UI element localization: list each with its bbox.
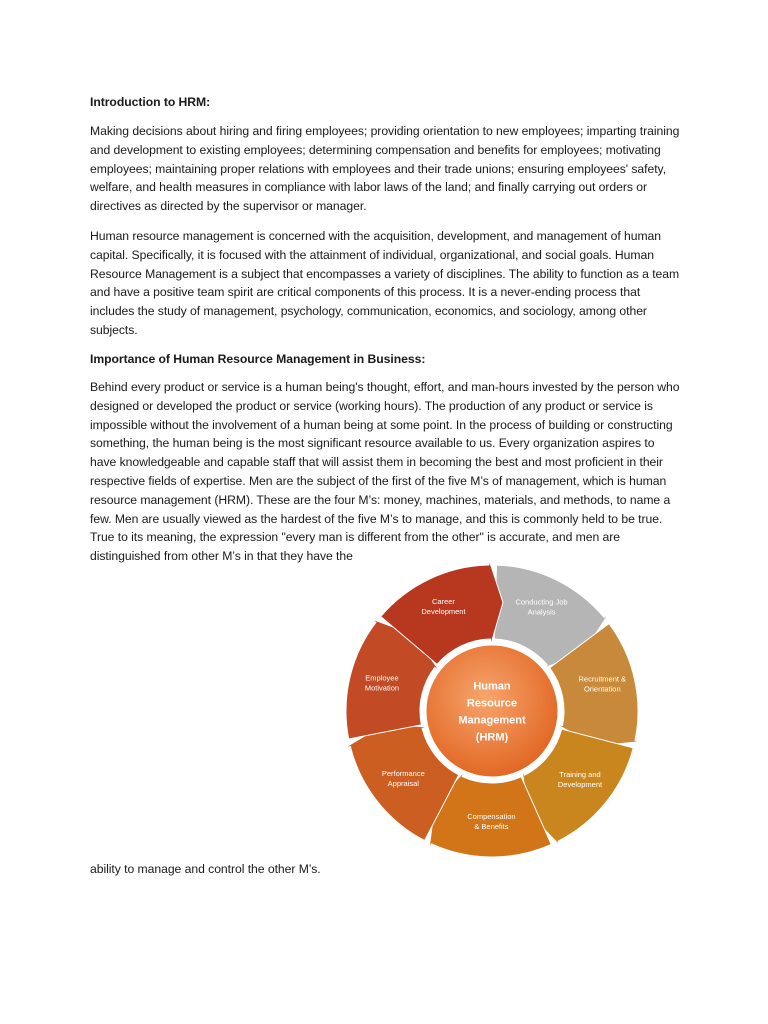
diagram-segment-label: Performance Appraisal (381, 769, 425, 789)
diagram-segment-label: Compensation & Benefits (467, 811, 516, 831)
diagram-center-line: Resource (466, 697, 518, 710)
heading-introduction: Introduction to HRM: (90, 95, 211, 109)
hrm-cycle-diagram (334, 563, 650, 859)
diagram-segment-label: Conducting Job Analysis (515, 597, 568, 617)
diagram-segment-label: Training and Development (557, 769, 603, 789)
diagram-center-line: Management (458, 714, 526, 727)
diagram-segment-label: Employee Motivation (364, 673, 400, 693)
paragraph-intro-definition: Human resource management is concerned with the acquisition, development, and management of human capital. Specifically, it is focused with the attainment of individual, organizational, and social goals. Human Resource Management is a subject that encompasses a variety of disciplines. The ability to function as a team and have a positive team spirit are critical components of this process. It is a never-ending process that includes the study of management, psychology, communication, economics, and sociology, among other subjects. (90, 229, 680, 337)
paragraph-importance-continued: ability to manage and control the other M’s. (90, 862, 321, 876)
paragraph-intro-duties: Making decisions about hiring and firing employees; providing orientation to new employees; imparting training and development to existing employees; determining compensation and benefits for employees; motivating employees; maintaining proper relations with employees and their trade unions; ensuring employees' safety, welfare, and health measures in compliance with labor laws of the land; and finally carrying out orders or directives as directed by the supervisor or manager. (90, 124, 680, 214)
diagram-center-circle (425, 644, 559, 778)
diagram-segment-label: Recruitment & Orientation (578, 674, 627, 694)
diagram-segment-label: Career Development (421, 596, 466, 616)
heading-importance: Importance of Human Resource Management in Business: (90, 352, 426, 366)
diagram-center-line: Human (473, 680, 511, 693)
paragraph-importance: Behind every product or service is a human being's thought, effort, and man-hours invested by the person who designed or developed the product or service (working hours). The production of any product or service is impossible without the involvement of a human being at some point. In the process of building or constructing something, the human being is the most significant resource available to us. Every organization aspires to have knowledgeable and capable staff that will assist them in becoming the best and most proficient in their respective fields of expertise. Men are the subject of the first of the five M’s of management, which is human resource management (HRM). These are the four M’s: money, machines, materials, and methods, to name a few. Men are usually viewed as the hardest of the five M’s to manage, and this is commonly held to be true. True to its meaning, the expression "every man is different from the other" is accurate, and men are distinguished from other M’s in that they have the (90, 380, 680, 564)
diagram-center-line: (HRM) (475, 731, 509, 744)
